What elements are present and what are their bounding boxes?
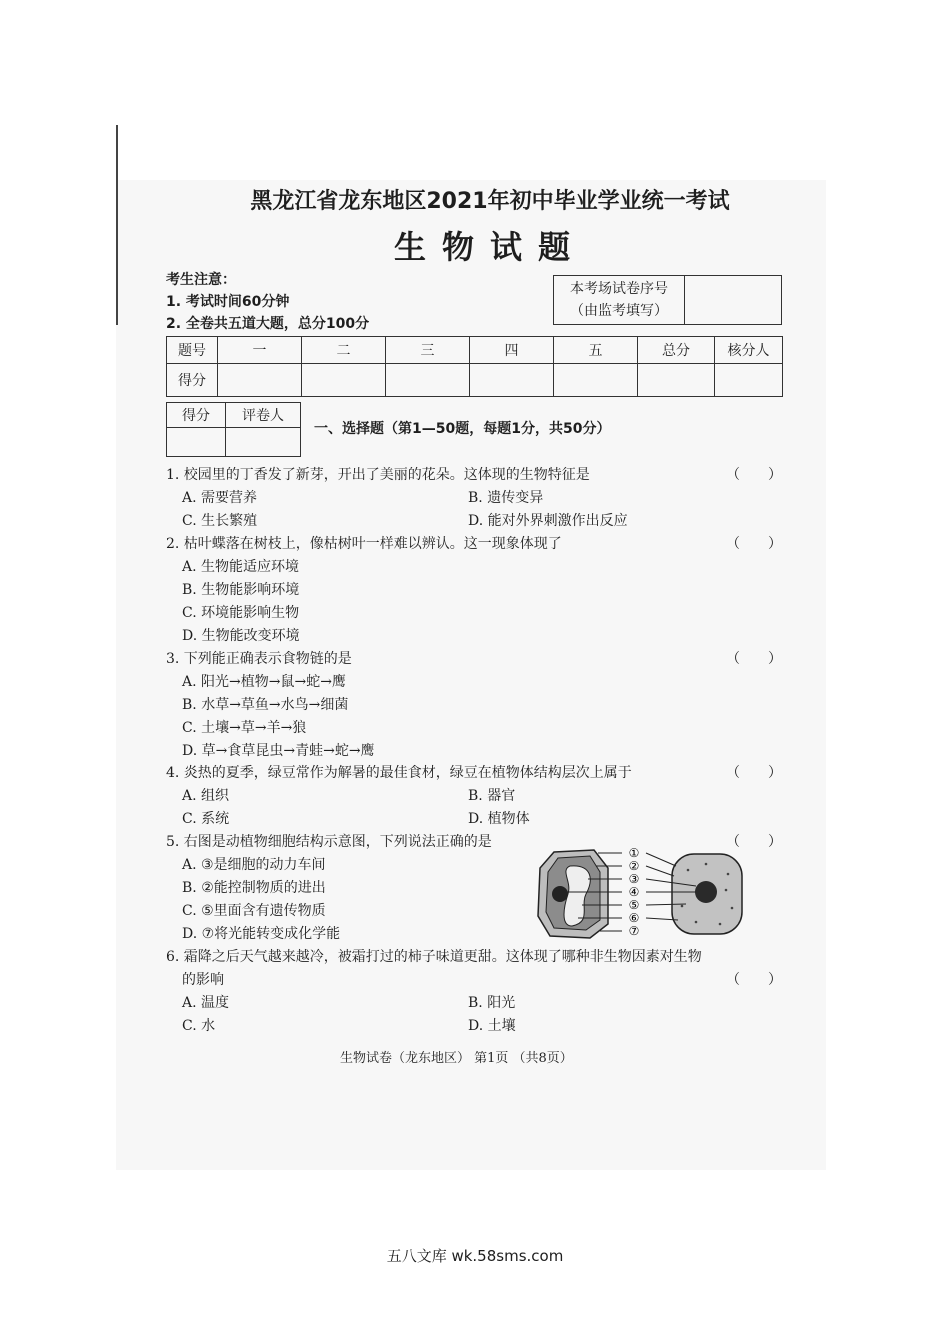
score-cell[interactable]: [715, 364, 783, 397]
option: A. 生物能适应环境: [182, 559, 300, 575]
seq-value-cell[interactable]: [685, 276, 782, 325]
site-watermark[interactable]: 五八文库 wk.58sms.com: [386, 1247, 564, 1265]
option: C. 水: [182, 1018, 216, 1034]
option: C. ⑤里面含有遗传物质: [182, 903, 326, 919]
seq-label: [554, 276, 685, 325]
question-stem: 3. 下列能正确表示食物链的是: [166, 651, 352, 667]
answer-paren[interactable]: （ ）: [726, 972, 782, 988]
score-cell[interactable]: [386, 364, 470, 397]
question-stem: 5. 右图是动植物细胞结构示意图，下列说法正确的是: [166, 834, 492, 850]
figure-label: ⑥: [628, 911, 640, 925]
notice-item-2: 2. 全卷共五道大题，总分100分: [166, 316, 370, 332]
option: D. 生物能改变环境: [182, 628, 300, 644]
option: D. 土壤: [468, 1018, 516, 1034]
subject-title: 生物试题: [393, 228, 586, 266]
animal-nucleus: [695, 881, 717, 903]
figure-label: ④: [628, 885, 640, 899]
answer-paren[interactable]: （ ）: [726, 651, 782, 667]
option: D. ⑦将光能转变成化学能: [182, 926, 341, 942]
score-header-cell: 题号: [167, 337, 218, 364]
score-cell[interactable]: [638, 364, 715, 397]
cell-structure-figure: [536, 846, 748, 942]
option: C. 土壤→草→羊→狼: [182, 720, 307, 736]
question-stem: 4. 炎热的夏季，绿豆常作为解暑的最佳食材，绿豆在植物体结构层次上属于: [166, 765, 632, 781]
option: C. 生长繁殖: [182, 513, 258, 529]
option: A. 需要营养: [182, 490, 258, 506]
grader-name-label: 评卷人: [226, 403, 301, 428]
score-cell[interactable]: [554, 364, 638, 397]
option: C. 环境能影响生物: [182, 605, 300, 621]
score-header-cell: 二: [302, 337, 386, 364]
option: C. 系统: [182, 811, 230, 827]
score-cell[interactable]: [470, 364, 554, 397]
question-stem-continued: 的影响: [182, 972, 224, 988]
seq-box: [553, 275, 782, 325]
grader-box: [166, 402, 301, 457]
grader-score-label: 得分: [167, 403, 226, 428]
answer-paren[interactable]: （ ）: [726, 536, 782, 552]
option: B. 器官: [468, 788, 516, 804]
answer-paren[interactable]: （ ）: [726, 834, 782, 850]
option: B. 生物能影响环境: [182, 582, 300, 598]
option: B. ②能控制物质的进出: [182, 880, 326, 896]
option: B. 遗传变异: [468, 490, 544, 506]
option: A. 阳光→植物→鼠→蛇→鹰: [182, 674, 346, 690]
score-table: [166, 336, 783, 397]
option: A. 温度: [182, 995, 230, 1011]
score-cell[interactable]: [302, 364, 386, 397]
option: A. 组织: [182, 788, 230, 804]
score-header-cell: 核分人: [715, 337, 783, 364]
option: B. 阳光: [468, 995, 516, 1011]
question-stem: 1. 校园里的丁香发了新芽，开出了美丽的花朵。这体现的生物特征是: [166, 467, 590, 483]
option: D. 草→食草昆虫→青蛙→蛇→鹰: [182, 743, 375, 759]
seq-label-line2: （由监考填写）: [570, 303, 668, 319]
score-header-row: [167, 337, 783, 364]
question-stem: 6. 霜降之后天气越来越冷，被霜打过的柿子味道更甜。这体现了哪种非生物因素对生物: [166, 949, 702, 965]
exam-title: 黑龙江省龙东地区2021年初中毕业学业统一考试: [250, 189, 730, 214]
section-1-title: 一、选择题（第1—50题，每题1分，共50分）: [314, 421, 611, 437]
score-header-cell: 五: [554, 337, 638, 364]
score-header-cell: 四: [470, 337, 554, 364]
option: D. 植物体: [468, 811, 530, 827]
seq-label-line1: 本考场试卷序号: [570, 281, 668, 297]
notice-heading: 考生注意：: [166, 272, 236, 288]
figure-label: ⑤: [628, 898, 640, 912]
score-row: [167, 364, 783, 397]
scan-edge: [116, 125, 118, 325]
grader-score-cell[interactable]: [167, 428, 226, 457]
plant-nucleus: [552, 886, 568, 902]
figure-label: ①: [628, 846, 640, 860]
option: D. 能对外界刺激作出反应: [468, 513, 628, 529]
grader-name-cell[interactable]: [226, 428, 301, 457]
score-cell[interactable]: [218, 364, 302, 397]
score-header-cell: 一: [218, 337, 302, 364]
answer-paren[interactable]: （ ）: [726, 765, 782, 781]
answer-paren[interactable]: （ ）: [726, 467, 782, 483]
figure-label: ②: [628, 859, 640, 873]
notice-item-1: 1. 考试时间60分钟: [166, 294, 290, 310]
figure-label: ⑦: [628, 924, 640, 938]
score-row-label: 得分: [167, 364, 218, 397]
notice-block: [166, 269, 369, 335]
score-header-cell: 总分: [638, 337, 715, 364]
option: A. ③是细胞的动力车间: [182, 857, 326, 873]
score-header-cell: 三: [386, 337, 470, 364]
figure-label: ③: [628, 872, 640, 886]
option: B. 水草→草鱼→水鸟→细菌: [182, 697, 349, 713]
question-stem: 2. 枯叶蝶落在树枝上，像枯树叶一样难以辨认。这一现象体现了: [166, 536, 562, 552]
page-footer: 生物试卷（龙东地区） 第1页 （共8页）: [340, 1051, 573, 1066]
